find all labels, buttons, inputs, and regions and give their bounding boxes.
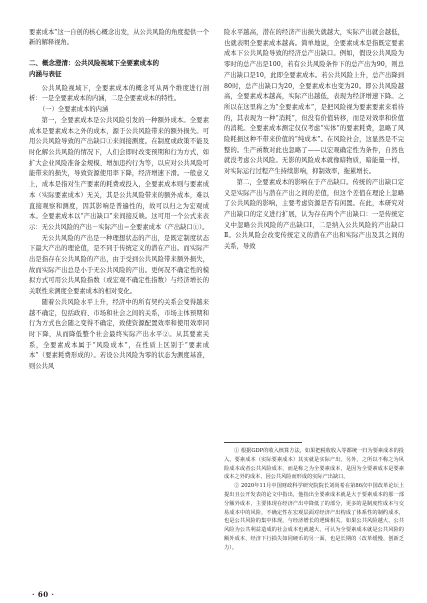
right-column: [224, 28, 404, 253]
footnote-1: ① 根据GDP的收入核算方法，如果把税收收入等都统一归为要素成本的投入，要素成本（实际要素成本）其实就是实际产出。另外，之所以不称之为风险成本或者公共风险成本，而是称之为全要素成本，是因为全要素成本是要素成本之外的成本，因公共风险而形成的实际产出缺口。: [224, 448, 404, 481]
body-paragraph-4: 险水平越高，潜在的经济产出损失就越大，实际产出就会越低，也就表明全要素成本越高。简单地说，全要素成本是指既定要素成本下公共风险导致的经济总产出缺口。例如，假设公共风险为零时的总产出是100，若有公共风险条件下的总产出为90，则总产出缺口是10，此即全要素成本。若公共风险上升，总产出降到80时，总产出缺口为20，全要素成本也变为20。即公共风险越高，全要素成本越高，实际产出越低，表现为经济增速下降。之所以在这里称之为“全要素成本”，是把风险视为要素要素来看待的，其表现为一种“消耗”，但没有价值转移，而是对效率和价值的消耗。全要素成本测定仅仅考虑“实体”的要素耗费，忽略了风险耗损这种不带来价值的“纯成本”。在风险社会，这显然是不完整的。生产函数对此也忽略了——以宏观确定性为条件，自然也就没考虑公共风险。无影的风险成本就像暗物质，暗能量一样，对实际运行过程产生持续影响，抑制效率，拖累增长。: [224, 29, 404, 176]
body-paragraph-5: 第二，全要素成本的影响在于产出缺口。传统的产出缺口定义是实际产出与潜在产出之间的差值，但这个差值在理论上忽略了公共风险的影响，主要考虑资源是否有闲置。在此，本研究对产出缺口的定义进行扩展，认为存在两个产出缺口：一是传统定义中忽略公共风险的产出缺口Ⅰ，二是纳入公共风险的产出缺口Ⅱ。公共风险会改变传统定义的潜在产出和实际产出及其之间的关系，导致: [224, 178, 404, 251]
left-column: [29, 28, 209, 373]
page-number: · 60 ·: [32, 590, 55, 599]
section-paragraph: 公共风险视域下，全要素成本的概念可从两个维度进行剖析：一是全要素成本的内涵，二是全要素成本的特性。: [29, 84, 209, 103]
subsection-heading: （一）全要素成本的内涵: [39, 106, 109, 114]
footnote-divider: [224, 442, 302, 443]
section-heading: [29, 58, 209, 80]
body-paragraph-1: 第一，全要素成本是公共风险引发的一种额外成本。全要素成本是要素成本之外的成本，源于公共风险带来的额外损失。可用公共风险导致的产出缺口①来间接测度。在制度或政策不能及时化解公共风险的情况下，人们会即时改变预期和行为方式，如扩大企业风险准备金规模、增加违约行为等，以应对公共风险可能带来的损失，导致资源使用率下降，经济增速下滑。一般意义上，成本是指对生产要素的耗费或投入，全要素成本则与要素成本（实际要素成本）无关，其是公共风险带来的额外成本，难以直接观察和测度，因其影响是普遍性的，故可以归之为宏观成本。全要素成本以“产出缺口”来间接反映。这可用一个公式来表示：无公共风险的产出－实际产出＝全要素成本（产出缺口①）。: [29, 116, 209, 231]
body-paragraph-2: 无公共风险的产出是一种理想状态的产出，是既定制度状态下最大产出的理论值，是不同于传统定义的潜在产出。而实际产出是指存在公共风险的产出，由于受到公共风险带来额外损失，故而实际产出总是小于无公共风险的产出。更何况不确定性的模拟方式可用公共风险指数（或宏观不确定性指数）与经济增长的关联性来测度全要素成本的相对变化。: [29, 234, 209, 296]
body-paragraph-3: 随着公共风险水平上升，经济中的所有契约关系会变得越来越不确定，包括政府、市场和社会之间的关系，市场主体预期和行为方式也会随之变得不确定，致使资源配置效率和使用效率同时下降，从而降低整个社会最终实际产出水平②。从其要素关系，全要素成本属于“风险成本”，在性质上区别于“要素成本”（要素耗费形成的）。若设公共风险为零的状态为测度基准，则公共风: [29, 298, 209, 371]
intro-paragraph: 要素成本”这一自创的核心概念出发，从公共风险的角度提供一个新的解释视角。: [29, 29, 209, 47]
section-heading-line-1: 二、概念澄清：公共风险视域下全要素成本的: [29, 58, 159, 67]
footnotes: [224, 447, 404, 553]
section-heading-line-2: 内涵与表征: [29, 69, 62, 78]
footnote-2: ② 2020年11月中国财政科学研究院院长刘尚希在第86次中国改革论坛上提出且公开发表的论文中指出，他指出全要素成本就是大于要素成本的那一部分额外成本，主要体现在经济产出中降低了的部分，更多的是制度性成本与交易成本中的风险，不确定性在宏观层面对经济产出构成了体系性的制约成本，也是公共风险的集中体现，与经济增长的逻辑相关。如果公共风险越大，公共风险为公共利益造成的社会成本也就越大，可认为全要素成本就是公共风险的额外成本，经济下行损失如同硬币的另一面，也是长期的（改革缓慢、创新乏力）。: [224, 483, 404, 551]
